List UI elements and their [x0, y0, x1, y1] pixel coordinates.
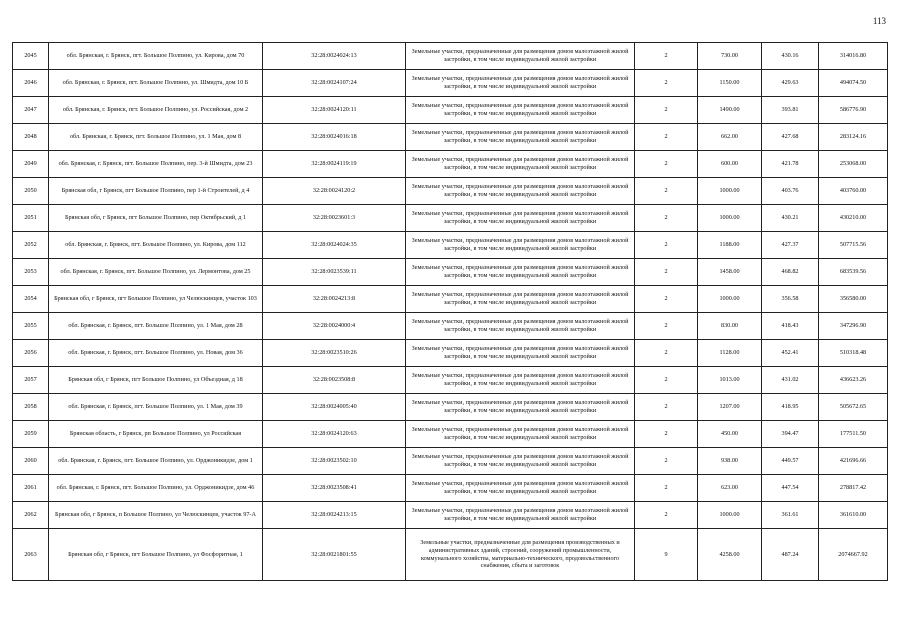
land-purpose-cell: Земельные участки, предназначенные для размещения домов малоэтажной жилой застройки, в том числе индивидуальной жилой застройки [406, 124, 635, 151]
row-number-cell: 2063 [13, 529, 49, 581]
specific-value-cell: 418.95 [762, 394, 819, 421]
cadastral-value-cell: 683539.56 [819, 259, 888, 286]
address-cell: обл. Брянская, г. Брянск, пгт. Большое Полпино, ул. Орджоникидзе, дом 1 [49, 448, 263, 475]
row-number-cell: 2048 [13, 124, 49, 151]
group-code-cell: 2 [635, 259, 698, 286]
specific-value-cell: 429.63 [762, 70, 819, 97]
cadastral-number-cell: 32:28:0023601:3 [263, 205, 406, 232]
area-cell: 450.00 [698, 421, 762, 448]
row-number-cell: 2045 [13, 43, 49, 70]
row-number-cell: 2049 [13, 151, 49, 178]
table-row [13, 367, 888, 394]
cadastral-number-cell: 32:28:0024119:19 [263, 151, 406, 178]
table-row [13, 97, 888, 124]
cadastral-number-cell: 32:28:0024120:2 [263, 178, 406, 205]
row-number-cell: 2052 [13, 232, 49, 259]
cadastral-value-cell: 278817.42 [819, 475, 888, 502]
group-code-cell: 2 [635, 313, 698, 340]
cadastral-number-cell: 32:28:0024213:8 [263, 286, 406, 313]
cadastral-value-cell: 430210.00 [819, 205, 888, 232]
cadastral-number-cell: 32:28:0023510:26 [263, 340, 406, 367]
group-code-cell: 2 [635, 151, 698, 178]
table-row [13, 502, 888, 529]
table-row [13, 394, 888, 421]
row-number-cell: 2054 [13, 286, 49, 313]
address-cell: обл. Брянская, г. Брянск, пгт. Большое Полпино, пер. 3-й Шмидта, дом 23 [49, 151, 263, 178]
group-code-cell: 2 [635, 124, 698, 151]
area-cell: 1207.00 [698, 394, 762, 421]
cadastral-number-cell: 32:28:0024024:35 [263, 232, 406, 259]
area-cell: 1013.00 [698, 367, 762, 394]
land-purpose-cell: Земельные участки, предназначенные для размещения домов малоэтажной жилой застройки, в том числе индивидуальной жилой застройки [406, 394, 635, 421]
row-number-cell: 2057 [13, 367, 49, 394]
row-number-cell: 2050 [13, 178, 49, 205]
cadastral-number-cell: 32:28:0023502:10 [263, 448, 406, 475]
address-cell: Брянская обл, г Брянск, п Большое Полпино, ул Челюскинцев, участок 97-А [49, 502, 263, 529]
table-row [13, 232, 888, 259]
address-cell: обл. Брянская, г. Брянск, пгт. Большое Полпино, ул. 1 Мая, дом 39 [49, 394, 263, 421]
table-row [13, 70, 888, 97]
land-purpose-cell: Земельные участки, предназначенные для размещения домов малоэтажной жилой застройки, в том числе индивидуальной жилой застройки [406, 367, 635, 394]
cadastral-value-cell: 586776.90 [819, 97, 888, 124]
land-purpose-cell: Земельные участки, предназначенные для размещения домов малоэтажной жилой застройки, в том числе индивидуальной жилой застройки [406, 502, 635, 529]
group-code-cell: 2 [635, 421, 698, 448]
land-purpose-cell: Земельные участки, предназначенные для размещения домов малоэтажной жилой застройки, в том числе индивидуальной жилой застройки [406, 43, 635, 70]
cadastral-value-cell: 436623.26 [819, 367, 888, 394]
land-registry-table [12, 42, 888, 581]
group-code-cell: 2 [635, 70, 698, 97]
area-cell: 938.00 [698, 448, 762, 475]
cadastral-number-cell: 32:28:0024000:4 [263, 313, 406, 340]
address-cell: обл. Брянская, г. Брянск, пгт. Большое Полпино, ул. Кирова, дом 112 [49, 232, 263, 259]
address-cell: обл. Брянская, г. Брянск, пгт. Большое Полпино, ул. Лермонтова, дом 25 [49, 259, 263, 286]
land-purpose-cell: Земельные участки, предназначенные для размещения домов малоэтажной жилой застройки, в том числе индивидуальной жилой застройки [406, 232, 635, 259]
cadastral-value-cell: 347296.90 [819, 313, 888, 340]
land-purpose-cell: Земельные участки, предназначенные для размещения домов малоэтажной жилой застройки, в том числе индивидуальной жилой застройки [406, 151, 635, 178]
area-cell: 1150.00 [698, 70, 762, 97]
land-purpose-cell: Земельные участки, предназначенные для размещения домов малоэтажной жилой застройки, в том числе индивидуальной жилой застройки [406, 178, 635, 205]
specific-value-cell: 447.54 [762, 475, 819, 502]
area-cell: 662.00 [698, 124, 762, 151]
specific-value-cell: 421.78 [762, 151, 819, 178]
table-row [13, 529, 888, 581]
specific-value-cell: 403.76 [762, 178, 819, 205]
land-purpose-cell: Земельные участки, предназначенные для размещения производственных и административных зданий, строений, сооружений промышленности, коммунального хозяйства, материально-технического, продовольственного снабжения, сбыта и заготовок [406, 529, 635, 581]
cadastral-number-cell: 32:28:0023539:11 [263, 259, 406, 286]
area-cell: 623.00 [698, 475, 762, 502]
cadastral-number-cell: 32:28:0024016:18 [263, 124, 406, 151]
cadastral-number-cell: 32:28:0024213:15 [263, 502, 406, 529]
land-purpose-cell: Земельные участки, предназначенные для размещения домов малоэтажной жилой застройки, в том числе индивидуальной жилой застройки [406, 313, 635, 340]
address-cell: обл. Брянская, г. Брянск, пгт. Большое Полпино, ул. Шмидта, дом 10 Б [49, 70, 263, 97]
table-row [13, 448, 888, 475]
row-number-cell: 2046 [13, 70, 49, 97]
group-code-cell: 2 [635, 43, 698, 70]
area-cell: 1490.00 [698, 97, 762, 124]
land-purpose-cell: Земельные участки, предназначенные для размещения домов малоэтажной жилой застройки, в том числе индивидуальной жилой застройки [406, 205, 635, 232]
group-code-cell: 2 [635, 232, 698, 259]
land-purpose-cell: Земельные участки, предназначенные для размещения домов малоэтажной жилой застройки, в том числе индивидуальной жилой застройки [406, 421, 635, 448]
specific-value-cell: 427.37 [762, 232, 819, 259]
group-code-cell: 2 [635, 205, 698, 232]
specific-value-cell: 452.41 [762, 340, 819, 367]
specific-value-cell: 394.47 [762, 421, 819, 448]
row-number-cell: 2055 [13, 313, 49, 340]
specific-value-cell: 431.02 [762, 367, 819, 394]
cadastral-number-cell: 32:28:0024107:24 [263, 70, 406, 97]
table-row [13, 178, 888, 205]
table-row [13, 421, 888, 448]
row-number-cell: 2059 [13, 421, 49, 448]
table-row [13, 151, 888, 178]
cadastral-number-cell: 32:28:0024120:63 [263, 421, 406, 448]
group-code-cell: 2 [635, 340, 698, 367]
cadastral-value-cell: 314016.80 [819, 43, 888, 70]
cadastral-value-cell: 494074.50 [819, 70, 888, 97]
address-cell: Брянская обл, г Брянск, пгт Большое Полпино, ул Челюскинцев, участок 103 [49, 286, 263, 313]
cadastral-value-cell: 403760.00 [819, 178, 888, 205]
group-code-cell: 2 [635, 394, 698, 421]
table-row [13, 124, 888, 151]
table-row [13, 205, 888, 232]
row-number-cell: 2058 [13, 394, 49, 421]
area-cell: 1458.00 [698, 259, 762, 286]
specific-value-cell: 449.57 [762, 448, 819, 475]
specific-value-cell: 393.81 [762, 97, 819, 124]
land-purpose-cell: Земельные участки, предназначенные для размещения домов малоэтажной жилой застройки, в том числе индивидуальной жилой застройки [406, 259, 635, 286]
cadastral-value-cell: 507715.56 [819, 232, 888, 259]
address-cell: Брянская обл, г Брянск, пгт Большое Полпино, ул Объездная, д 18 [49, 367, 263, 394]
address-cell: Брянская обл, г Брянск, пгт Большое Полпино, пер 1-й Строителей, д 4 [49, 178, 263, 205]
cadastral-value-cell: 253068.00 [819, 151, 888, 178]
cadastral-value-cell: 283124.16 [819, 124, 888, 151]
specific-value-cell: 418.43 [762, 313, 819, 340]
land-purpose-cell: Земельные участки, предназначенные для размещения домов малоэтажной жилой застройки, в том числе индивидуальной жилой застройки [406, 286, 635, 313]
specific-value-cell: 427.68 [762, 124, 819, 151]
row-number-cell: 2051 [13, 205, 49, 232]
address-cell: Брянская обл, г Брянск, пгт Большое Полпино, ул Фосфоритная, 1 [49, 529, 263, 581]
registry-body [13, 43, 888, 581]
table-row [13, 43, 888, 70]
land-purpose-cell: Земельные участки, предназначенные для размещения домов малоэтажной жилой застройки, в том числе индивидуальной жилой застройки [406, 97, 635, 124]
area-cell: 600.00 [698, 151, 762, 178]
group-code-cell: 2 [635, 178, 698, 205]
area-cell: 730.00 [698, 43, 762, 70]
cadastral-value-cell: 510318.48 [819, 340, 888, 367]
specific-value-cell: 430.21 [762, 205, 819, 232]
group-code-cell: 2 [635, 475, 698, 502]
address-cell: Брянская обл, г Брянск, пгт Большое Полпино, пер Октябрьский, д 1 [49, 205, 263, 232]
address-cell: обл. Брянская, г. Брянск, пгт. Большое Полпино, ул. 1 Мая, дом 28 [49, 313, 263, 340]
cadastral-value-cell: 421696.66 [819, 448, 888, 475]
specific-value-cell: 468.82 [762, 259, 819, 286]
table-row [13, 313, 888, 340]
group-code-cell: 2 [635, 448, 698, 475]
row-number-cell: 2053 [13, 259, 49, 286]
row-number-cell: 2061 [13, 475, 49, 502]
specific-value-cell: 356.58 [762, 286, 819, 313]
cadastral-number-cell: 32:28:0024120:11 [263, 97, 406, 124]
cadastral-value-cell: 356580.00 [819, 286, 888, 313]
address-cell: обл. Брянская, г. Брянск, пгт. Большое Полпино, ул. Российская, дом 2 [49, 97, 263, 124]
address-cell: обл. Брянская, г. Брянск, пгт. Большое Полпино, ул. Новая, дом 36 [49, 340, 263, 367]
row-number-cell: 2056 [13, 340, 49, 367]
page-number: 113 [872, 16, 886, 26]
address-cell: обл. Брянская, г. Брянск, пгт. Большое Полпино, ул. Кирова, дом 70 [49, 43, 263, 70]
cadastral-number-cell: 32:28:0023508:41 [263, 475, 406, 502]
row-number-cell: 2062 [13, 502, 49, 529]
land-purpose-cell: Земельные участки, предназначенные для размещения домов малоэтажной жилой застройки, в том числе индивидуальной жилой застройки [406, 340, 635, 367]
land-purpose-cell: Земельные участки, предназначенные для размещения домов малоэтажной жилой застройки, в том числе индивидуальной жилой застройки [406, 475, 635, 502]
specific-value-cell: 361.61 [762, 502, 819, 529]
group-code-cell: 2 [635, 502, 698, 529]
area-cell: 1188.00 [698, 232, 762, 259]
area-cell: 1000.00 [698, 178, 762, 205]
cadastral-number-cell: 32:28:0024024:13 [263, 43, 406, 70]
cadastral-number-cell: 32:28:0021801:55 [263, 529, 406, 581]
specific-value-cell: 430.16 [762, 43, 819, 70]
area-cell: 1000.00 [698, 286, 762, 313]
land-purpose-cell: Земельные участки, предназначенные для размещения домов малоэтажной жилой застройки, в том числе индивидуальной жилой застройки [406, 70, 635, 97]
cadastral-number-cell: 32:28:0024005:40 [263, 394, 406, 421]
group-code-cell: 2 [635, 286, 698, 313]
row-number-cell: 2060 [13, 448, 49, 475]
table-row [13, 340, 888, 367]
group-code-cell: 2 [635, 97, 698, 124]
area-cell: 1000.00 [698, 205, 762, 232]
area-cell: 830.00 [698, 313, 762, 340]
address-cell: Брянская область, г Брянск, рп Большое Полпино, ул Российская [49, 421, 263, 448]
cadastral-number-cell: 32:28:0023508:8 [263, 367, 406, 394]
area-cell: 4258.00 [698, 529, 762, 581]
row-number-cell: 2047 [13, 97, 49, 124]
cadastral-value-cell: 361610.00 [819, 502, 888, 529]
address-cell: обл. Брянская, г. Брянск, пгт. Большое Полпино, ул. 1 Мая, дом 8 [49, 124, 263, 151]
group-code-cell: 9 [635, 529, 698, 581]
table-row [13, 259, 888, 286]
area-cell: 1000.00 [698, 502, 762, 529]
address-cell: обл. Брянская, г. Брянск, пгт. Большое Полпино, ул. Орджоникидзе, дом 46 [49, 475, 263, 502]
table-row [13, 286, 888, 313]
table-row [13, 475, 888, 502]
specific-value-cell: 487.24 [762, 529, 819, 581]
cadastral-value-cell: 177511.50 [819, 421, 888, 448]
land-purpose-cell: Земельные участки, предназначенные для размещения домов малоэтажной жилой застройки, в том числе индивидуальной жилой застройки [406, 448, 635, 475]
area-cell: 1128.00 [698, 340, 762, 367]
cadastral-value-cell: 2074667.92 [819, 529, 888, 581]
cadastral-value-cell: 505672.65 [819, 394, 888, 421]
group-code-cell: 2 [635, 367, 698, 394]
